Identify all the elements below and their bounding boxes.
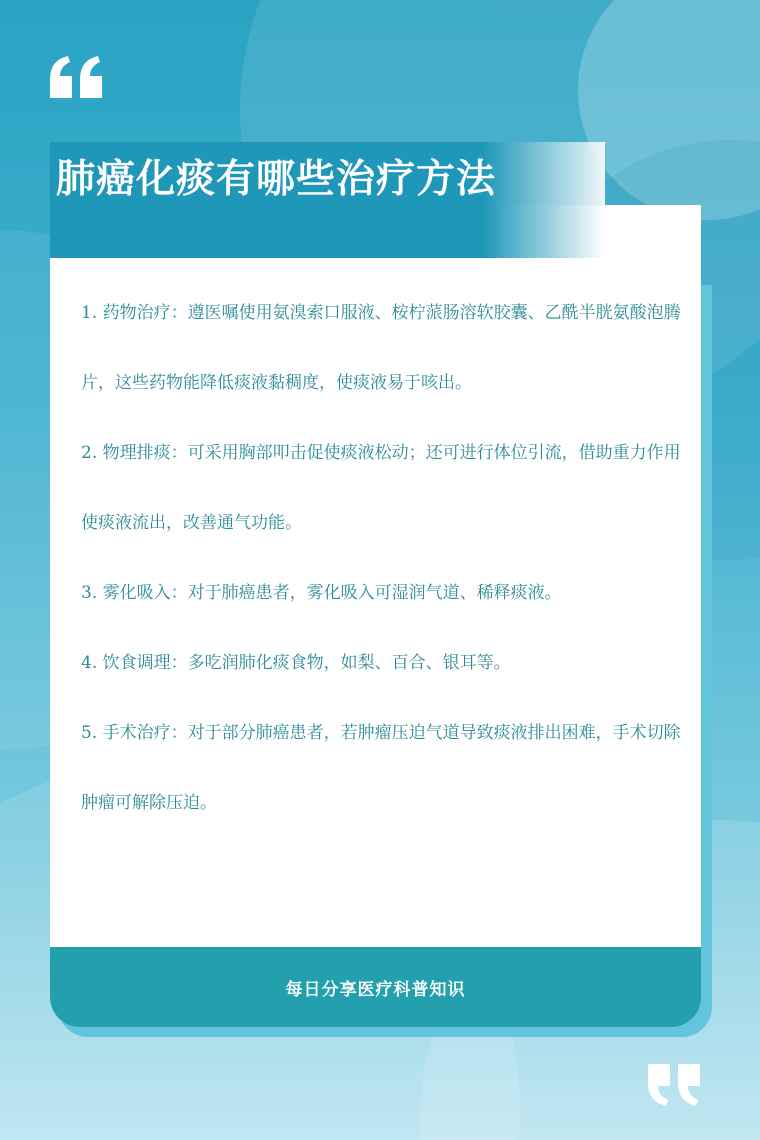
list-item: 2. 物理排痰：可采用胸部叩击促使痰液松动；还可进行体位引流，借助重力作用使痰液流出，改善通气功能。 [81,443,681,533]
list-item: 3. 雾化吸入：对于肺癌患者，雾化吸入可湿润气道、稀释痰液。 [81,583,562,603]
footer-banner [50,947,701,1027]
treatment-list [81,278,681,838]
close-quote-icon [646,1064,702,1106]
page-title: 肺癌化痰有哪些治疗方法 [56,157,497,202]
list-item: 5. 手术治疗：对于部分肺癌患者，若肿瘤压迫气道导致痰液排出困难，手术切除肿瘤可解除压迫。 [81,723,681,813]
list-item: 4. 饮食调理：多吃润肺化痰食物，如梨、百合、银耳等。 [81,653,511,673]
footer-text: 每日分享医疗科普知识 [285,979,466,1000]
open-quote-icon [48,56,104,98]
list-item: 1. 药物治疗：遵医嘱使用氨溴索口服液、桉柠蒎肠溶软胶囊、乙酰半胱氨酸泡腾片，这些药物能降低痰液黏稠度，使痰液易于咳出。 [81,303,681,393]
